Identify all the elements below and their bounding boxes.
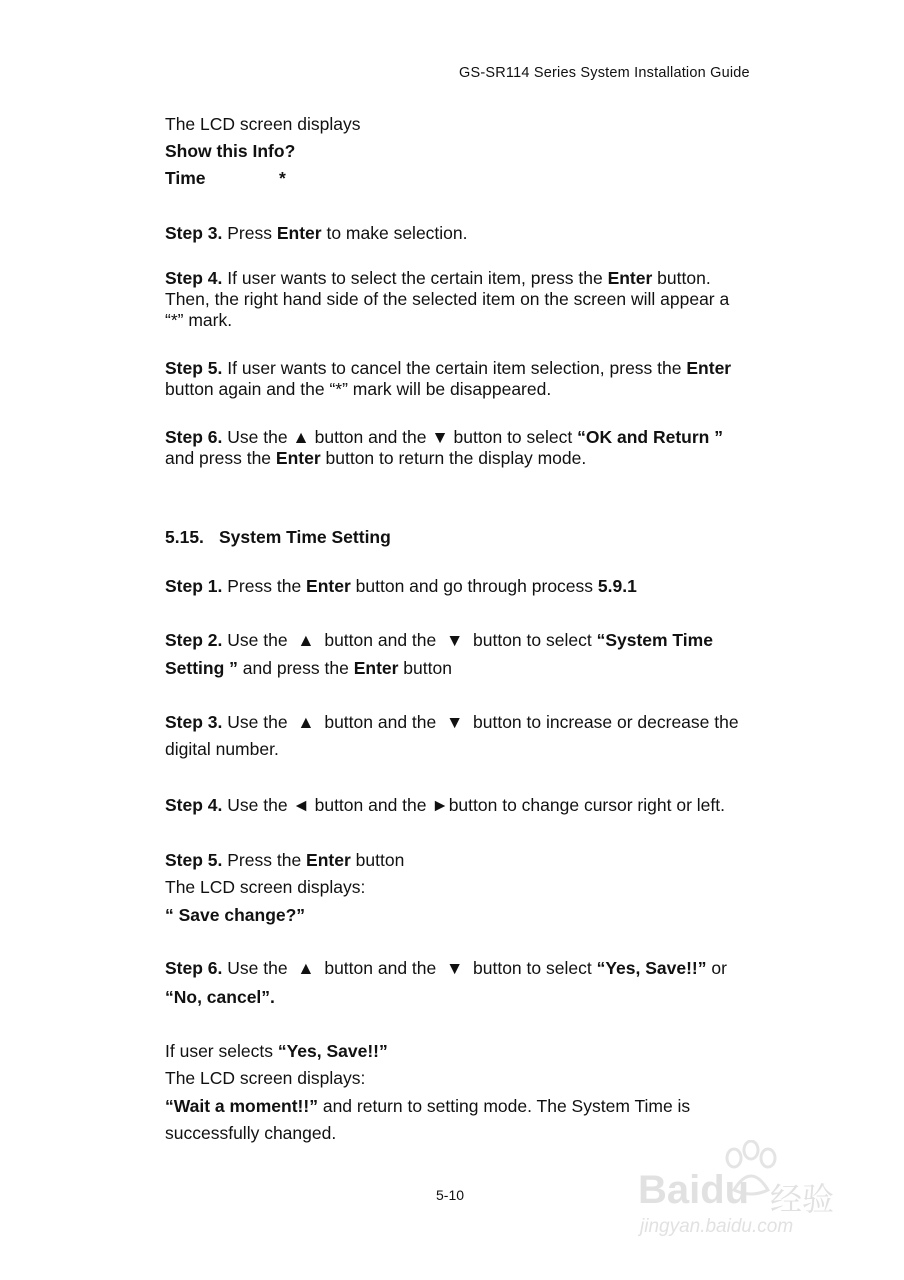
time-step-6-line-2: “No, cancel”. xyxy=(165,987,275,1007)
running-header: GS-SR114 Series System Installation Guide xyxy=(459,65,750,81)
time-step-2: Step 2. Use the ▲ button and the ▼ button to select “System Time xyxy=(165,630,713,650)
step-5-cancel-item: Step 5. If user wants to cancel the certain item selection, press the Enter xyxy=(165,358,732,378)
step-4-line-3: “*” mark. xyxy=(165,310,233,330)
lcd-intro-text: The LCD screen displays xyxy=(165,114,361,134)
watermark-suffix: 经验 xyxy=(770,1181,835,1217)
baidu-watermark xyxy=(638,1140,854,1245)
closing-line-1: If user selects “Yes, Save!!” xyxy=(165,1041,388,1061)
closing-line-3: “Wait a moment!!” and return to setting mode. The System Time is xyxy=(165,1096,691,1116)
save-change-prompt: “ Save change?” xyxy=(165,905,306,925)
page-number: 5-10 xyxy=(436,1187,465,1203)
step-3-select: Step 3. Press Enter to make selection. xyxy=(165,223,468,243)
time-step-3-line-2: digital number. xyxy=(165,739,279,759)
time-step-4: Step 4. Use the ◄ button and the ►button to change cursor right or left. xyxy=(165,795,725,815)
lcd-time-mark: * xyxy=(279,168,286,188)
section-number: 5.15. xyxy=(165,527,204,547)
watermark-url: jingyan.baidu.com xyxy=(640,1216,794,1237)
time-step-5: Step 5. Press the Enter button xyxy=(165,850,405,870)
time-step-6: Step 6. Use the ▲ button and the ▼ button to select “Yes, Save!!” or xyxy=(165,958,727,978)
time-step-3: Step 3. Use the ▲ button and the ▼ button to increase or decrease the xyxy=(165,712,739,732)
step-5-line-2: button again and the “*” mark will be disappeared. xyxy=(165,379,552,399)
closing-line-4: successfully changed. xyxy=(165,1123,337,1143)
step-4-line-2: Then, the right hand side of the selected item on the screen will appear a xyxy=(165,289,730,309)
watermark-logo: Baidu xyxy=(638,1168,750,1212)
section-title: System Time Setting xyxy=(219,527,391,547)
step-4-select-item: Step 4. If user wants to select the certain item, press the Enter button. xyxy=(165,268,711,288)
step-6-line-2: and press the Enter button to return the display mode. xyxy=(165,448,587,468)
lcd-display-line: Show this Info? xyxy=(165,141,296,161)
time-step-2-line-2: Setting ” and press the Enter button xyxy=(165,658,452,678)
time-step-5-line-2: The LCD screen displays: xyxy=(165,877,366,897)
lcd-time-label: Time xyxy=(165,168,206,188)
step-6-return: Step 6. Use the ▲ button and the ▼ button to select “OK and Return ” xyxy=(165,427,723,447)
closing-line-2: The LCD screen displays: xyxy=(165,1068,366,1088)
time-step-1: Step 1. Press the Enter button and go through process 5.9.1 xyxy=(165,576,637,596)
